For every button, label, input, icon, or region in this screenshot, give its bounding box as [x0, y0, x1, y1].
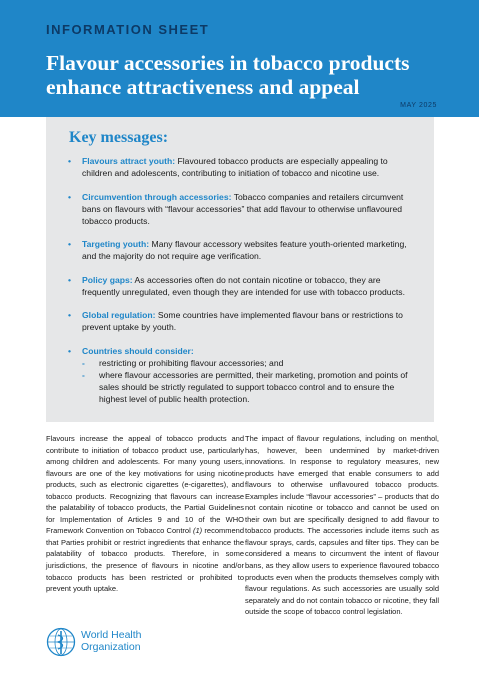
bullet-icon: • [68, 239, 72, 249]
page-title: Flavour accessories in tobacco products enhance attractiveness and appeal [46, 51, 410, 99]
dash-icon: - [82, 357, 85, 368]
dash-icon: - [82, 369, 85, 380]
key-message-heading: Countries should consider: [82, 345, 194, 356]
consider-text: where flavour accessories are permitted, their marketing, promotion and points of sales should be strictly regulated to support tobacco control and to ensure the highest level of public health protection. [99, 369, 408, 404]
key-message-heading: Flavours attract youth: [82, 156, 176, 166]
key-message-text: Tobacco companies and retailers circumvent bans on flavours with “flavour accessories” that add flavour to otherwise unflavoured tobacco products. [82, 191, 404, 226]
key-messages-list [68, 155, 420, 416]
key-message-heading: Policy gaps: [82, 274, 133, 285]
list-item [68, 238, 420, 262]
who-name-line2: Organization [81, 641, 141, 653]
consider-list [82, 357, 420, 405]
key-message-heading: Global regulation: [82, 310, 156, 320]
key-message-text: Flavoured tobacco products are especially appealing to children and adolescents, contributing to initiation of tobacco and nicotine use. [82, 156, 388, 178]
bullet-icon: • [68, 310, 72, 320]
header-banner [0, 0, 479, 117]
who-logo[interactable] [46, 627, 196, 657]
list-item [68, 155, 420, 179]
key-message-heading: Targeting youth: [82, 239, 150, 249]
key-message-text: As accessories often do not contain nicotine or tobacco, they are frequently unregulated, even though they are intended for use with tobacco products. [82, 274, 405, 297]
bullet-icon: • [68, 274, 72, 285]
bullet-icon: • [68, 156, 72, 166]
bullet-icon: • [68, 345, 72, 356]
body-text: recommend that Parties prohibit or restrict ingredients that enhance the palatability of tobacco products. Therefore, in some jurisdictions, the presence of flavours in nicotine and/or tobacco products has been restricted or prohibited to prevent youth uptake. [46, 526, 244, 594]
reference-link[interactable]: (1) [192, 526, 203, 536]
list-item [68, 191, 420, 227]
body-column-right: The impact of flavour regulations, including on menthol, has, however, been undermined by market-driven innovations. In response to regulatory measures, new products have emerged that enable consumers to add flavours to otherwise unflavoured tobacco products. Examples include “flavour accessories” – products that do not contain nicotine or tobacco and cannot be used on their own but are specifically designed to add flavour to tobacco products. The accessories include items such as flavour sprays, cards, capsules and filter tips. They can be considered a means to circumvent the intent of flavour bans, as they allow users to experience flavoured tobacco products even when the products themselves comply with flavour regulations. As such accessories are usually sold separately and do not contain tobacco or nicotine, they fall outside the scope of tobacco control legislation. [245, 434, 439, 617]
sheet-label: INFORMATION SHEET [46, 22, 210, 37]
list-item [82, 357, 420, 369]
key-messages-title: Key messages: [69, 129, 169, 146]
bullet-icon: • [68, 191, 72, 202]
consider-text: restricting or prohibiting flavour accessories; and [99, 357, 284, 368]
list-item [68, 274, 420, 298]
key-messages-box [46, 117, 434, 422]
key-message-text: Some countries have implemented flavour bans or restrictions to prevent uptake by youth. [82, 310, 403, 332]
who-emblem-icon [46, 627, 76, 657]
body-column-left [46, 433, 244, 595]
who-name [81, 629, 142, 653]
body-text: Flavours increase the appeal of tobacco products and contribute to initiation of tobacco product use, particularly among children and adolescents. For many young users, flavours are one of the key motivations for using nicotine products, such as electronic cigarettes (e-cigarettes), and tobacco products. Recognizing that flavours can increase the palatability of tobacco products, the Partial Guidelines for Implementation of Articles 9 and 10 of the WHO Framework Convention on Tobacco Control [46, 434, 244, 536]
list-item [82, 369, 420, 405]
list-item [68, 309, 420, 333]
publication-date: MAY 2025 [400, 102, 437, 109]
list-item [68, 345, 420, 405]
key-message-text: Many flavour accessory websites feature youth-oriented marketing, and the majority do not require age verification. [82, 239, 407, 261]
who-name-line1: World Health [81, 629, 142, 641]
key-message-heading: Circumvention through accessories: [82, 191, 232, 202]
